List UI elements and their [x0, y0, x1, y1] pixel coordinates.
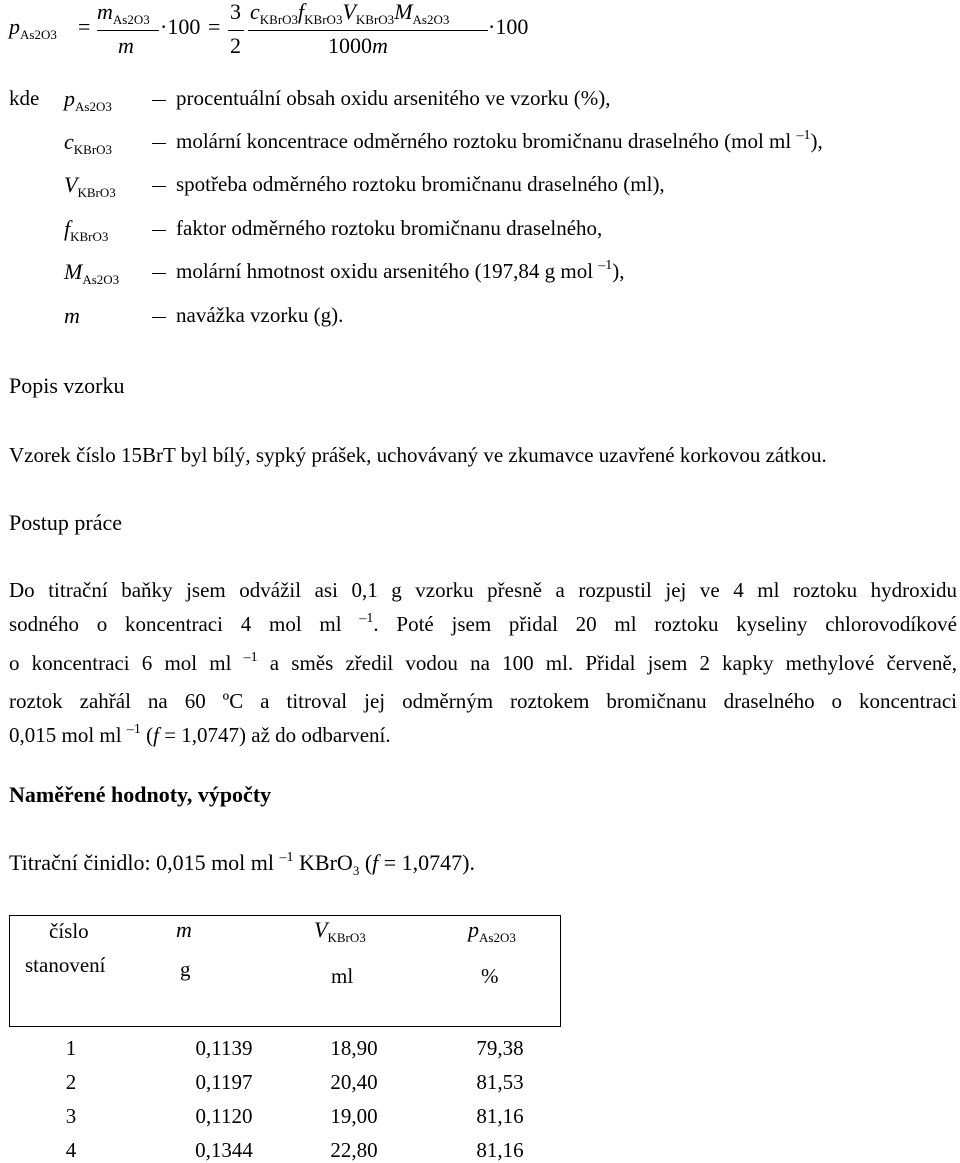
- table-cell: 19,00: [330, 1104, 378, 1128]
- def-symbol: $c_{KBrO3}$: [64, 129, 113, 157]
- def-text: molární koncentrace odměrného roztoku bromičnanu draselného (mol ml $^{-1}$),: [152, 129, 823, 154]
- th-p-unit: %: [481, 964, 499, 988]
- table-cell: 18,90: [330, 1036, 378, 1060]
- formula-mul2: ·100: [488, 14, 529, 39]
- table-cell: 1: [65, 1036, 77, 1060]
- def-symbol: m: [64, 303, 80, 328]
- table-cell: 0,1139: [195, 1036, 253, 1060]
- table-cell: 79,38: [476, 1036, 524, 1060]
- postup-paragraph: [9, 573, 957, 756]
- results-table-wrap: [9, 915, 561, 1162]
- table-cell: 2: [65, 1070, 77, 1094]
- th-m-unit: g: [180, 957, 191, 981]
- th-v: $V_{KBrO3}$: [314, 917, 366, 945]
- popis-text: Vzorek číslo 15BrT byl bílý, sypký prášek, uchovávaný ve zkumavce uzavřené korkovou zátkou.: [9, 443, 827, 467]
- def-symbol: $p_{As2O3}$: [64, 86, 112, 114]
- postup-line-5: 0,015 mol ml $^{-1}$ (f = 1,0747) až do odbarvení.: [9, 722, 391, 748]
- table-cell: 81,16: [476, 1104, 524, 1128]
- def-text: navážka vzorku (g).: [152, 303, 343, 328]
- table-cell: 81,53: [476, 1070, 524, 1094]
- popis-heading: Popis vzorku: [9, 373, 125, 398]
- th-p: $p_{As2O3}$: [468, 917, 516, 945]
- kde-label: kde: [9, 86, 40, 110]
- postup-line-2: sodného o koncentraci 4 mol ml $^{-1}$. Poté jsem přidal 20 ml roztoku kyseliny chlorovodíkové: [9, 611, 958, 637]
- def-text: molární hmotnost oxidu arsenitého (197,84 g mol $^{-1}$),: [152, 259, 625, 284]
- postup-line-3: o koncentraci 6 mol ml $^{-1}$ a směs zředil vodou na 100 ml. Přidal jsem 2 kapky methylové červeně,: [9, 649, 957, 675]
- def-text: procentuální obsah oxidu arsenitého ve vzorku (%),: [152, 86, 610, 111]
- postup-line-1: Do titrační baňky jsem odvážil asi 0,1 g vzorku přesně a rozpustil jej ve 4 ml roztoku hydroxidu: [9, 578, 957, 602]
- table-cell: 0,1344: [195, 1138, 253, 1162]
- formula-den2: 2: [230, 33, 241, 58]
- table-cell: 81,16: [476, 1138, 524, 1162]
- def-symbol: $f_{KBrO3}$: [64, 216, 109, 244]
- formula-num1: $m_{As2O3}$: [97, 0, 150, 27]
- table-cell: 22,80: [330, 1138, 378, 1162]
- def-symbol: $V_{KBrO3}$: [64, 172, 116, 200]
- table-cell: 0,1197: [195, 1070, 253, 1094]
- def-text: faktor odměrného roztoku bromičnanu draselného,: [152, 216, 602, 241]
- th-stanoveni: stanovení: [25, 953, 106, 977]
- table-cell: 0,1120: [195, 1104, 253, 1128]
- th-cislo: číslo: [49, 919, 89, 943]
- formula-num2: 3: [230, 0, 241, 24]
- th-m: m: [176, 917, 192, 942]
- formula-mul1: ·100: [160, 14, 201, 39]
- postup-heading: Postup práce: [9, 510, 123, 535]
- formula-eq: =: [78, 14, 91, 39]
- th-v-unit: ml: [331, 964, 354, 988]
- formula-eq2: =: [208, 14, 221, 39]
- formula-den1: m: [118, 33, 134, 58]
- titracni-cinidlo: Titrační činidlo: 0,015 mol ml $^{-1}$ KBrO$_3$ (f = 1,0747).: [9, 850, 475, 878]
- def-text: spotřeba odměrného roztoku bromičnanu draselného (ml),: [152, 172, 665, 197]
- formula-num3: $c_{KBrO3}f_{KBrO3}V_{KBrO3}M_{As2O3}$: [250, 0, 450, 27]
- formula-den3: 1000m: [328, 33, 388, 58]
- table-cell: 3: [65, 1104, 77, 1128]
- postup-line-4: roztok zahřál na 60 ºC a titroval jej odměrným roztokem bromičnanu draselného o koncentraci: [9, 688, 957, 713]
- table-cell: 20,40: [330, 1070, 378, 1094]
- namerene-heading: Naměřené hodnoty, výpočty: [9, 782, 272, 807]
- table-cell: 4: [65, 1138, 77, 1162]
- formula-lhs: $p_{As2O3}$: [9, 14, 57, 42]
- def-symbol: $M_{As2O3}$: [64, 259, 120, 287]
